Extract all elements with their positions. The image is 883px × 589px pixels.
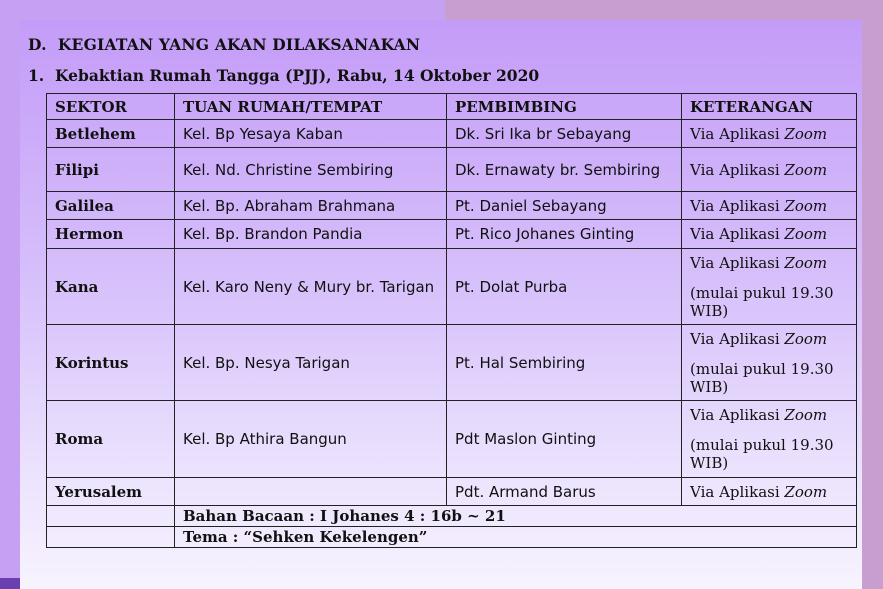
sektor-cell: Filipi — [47, 148, 175, 192]
table-row — [47, 527, 857, 548]
keterangan-app: Zoom — [784, 329, 828, 348]
keterangan-app: Zoom — [784, 253, 828, 272]
keterangan-cell — [682, 192, 857, 220]
keterangan-app: Zoom — [784, 160, 828, 179]
table-header-row — [47, 94, 857, 120]
keterangan-cell — [682, 478, 857, 506]
pembimbing-cell: Pdt Maslon Ginting — [447, 401, 682, 478]
sektor-cell: Yerusalem — [47, 478, 175, 506]
keterangan-note: (mulai pukul 19.30 WIB) — [690, 436, 834, 472]
section-letter: D. — [28, 35, 47, 54]
sektor-cell: Kana — [47, 249, 175, 325]
tuan-rumah-cell: Kel. Bp. Brandon Pandia — [175, 220, 447, 249]
pembimbing-cell: Dk. Ernawaty br. Sembiring — [447, 148, 682, 192]
keterangan-cell — [682, 401, 857, 478]
tuan-rumah-cell — [175, 478, 447, 506]
tema: Tema : “Sehken Kekelengen” — [175, 527, 857, 548]
keterangan-cell — [682, 249, 857, 325]
subsection-title: Kebaktian Rumah Tangga (PJJ), Rabu, 14 Oktober 2020 — [54, 66, 540, 85]
subsection-heading — [28, 66, 539, 85]
keterangan-cell — [682, 120, 857, 148]
keterangan-app: Zoom — [784, 406, 828, 424]
section-heading — [28, 35, 420, 54]
keterangan-text: Via Aplikasi — [690, 196, 785, 215]
keterangan-cell — [682, 325, 857, 401]
header-sektor: SEKTOR — [47, 94, 175, 120]
sektor-cell: Galilea — [47, 192, 175, 220]
empty-cell — [47, 506, 175, 527]
table-row — [47, 506, 857, 527]
sektor-cell: Hermon — [47, 220, 175, 249]
pembimbing-cell: Pt. Hal Sembiring — [447, 325, 682, 401]
tuan-rumah-cell: Kel. Bp. Nesya Tarigan — [175, 325, 447, 401]
sektor-cell: Roma — [47, 401, 175, 478]
keterangan-text: Via Aplikasi — [690, 225, 785, 243]
schedule-table — [46, 93, 857, 548]
keterangan-line — [690, 254, 848, 272]
subsection-number: 1. — [28, 66, 45, 85]
pembimbing-cell: Pdt. Armand Barus — [447, 478, 682, 506]
pembimbing-cell: Dk. Sri Ika br Sebayang — [447, 120, 682, 148]
header-keterangan: KETERANGAN — [682, 94, 857, 120]
pembimbing-cell: Pt. Daniel Sebayang — [447, 192, 682, 220]
sektor-cell: Betlehem — [47, 120, 175, 148]
table-row — [47, 478, 857, 506]
table-row — [47, 220, 857, 249]
sektor-cell: Korintus — [47, 325, 175, 401]
tuan-rumah-cell: Kel. Nd. Christine Sembiring — [175, 148, 447, 192]
keterangan-cell — [682, 148, 857, 192]
keterangan-app: Zoom — [784, 225, 828, 243]
tuan-rumah-cell: Kel. Karo Neny & Mury br. Tarigan — [175, 249, 447, 325]
keterangan-text: Via Aplikasi — [690, 482, 785, 501]
tuan-rumah-cell: Kel. Bp Athira Bangun — [175, 401, 447, 478]
pembimbing-cell: Pt. Dolat Purba — [447, 249, 682, 325]
empty-cell — [47, 527, 175, 548]
tuan-rumah-cell: Kel. Bp Yesaya Kaban — [175, 120, 447, 148]
table-row — [47, 249, 857, 325]
table-row — [47, 192, 857, 220]
table-row — [47, 401, 857, 478]
header-pembimbing: PEMBIMBING — [447, 94, 682, 120]
tuan-rumah-cell: Kel. Bp. Abraham Brahmana — [175, 192, 447, 220]
table-row — [47, 148, 857, 192]
table-row — [47, 120, 857, 148]
keterangan-text: Via Aplikasi — [690, 406, 785, 424]
keterangan-note: (mulai pukul 19.30 WIB) — [690, 283, 834, 320]
section-title: KEGIATAN YANG AKAN DILAKSANAKAN — [57, 35, 421, 54]
keterangan-app: Zoom — [784, 482, 828, 501]
table-row — [47, 325, 857, 401]
keterangan-app: Zoom — [784, 124, 828, 143]
keterangan-cell — [682, 220, 857, 249]
keterangan-text: Via Aplikasi — [690, 124, 785, 143]
keterangan-note: (mulai pukul 19.30 WIB) — [690, 359, 834, 396]
header-tuan-rumah: TUAN RUMAH/TEMPAT — [175, 94, 447, 120]
keterangan-text: Via Aplikasi — [690, 253, 785, 272]
keterangan-line — [690, 330, 848, 348]
pembimbing-cell: Pt. Rico Johanes Ginting — [447, 220, 682, 249]
keterangan-line — [690, 406, 848, 424]
bahan-bacaan: Bahan Bacaan : I Johanes 4 : 16b ~ 21 — [175, 506, 857, 527]
keterangan-text: Via Aplikasi — [690, 329, 785, 348]
keterangan-app: Zoom — [784, 196, 828, 215]
keterangan-text: Via Aplikasi — [690, 160, 785, 179]
